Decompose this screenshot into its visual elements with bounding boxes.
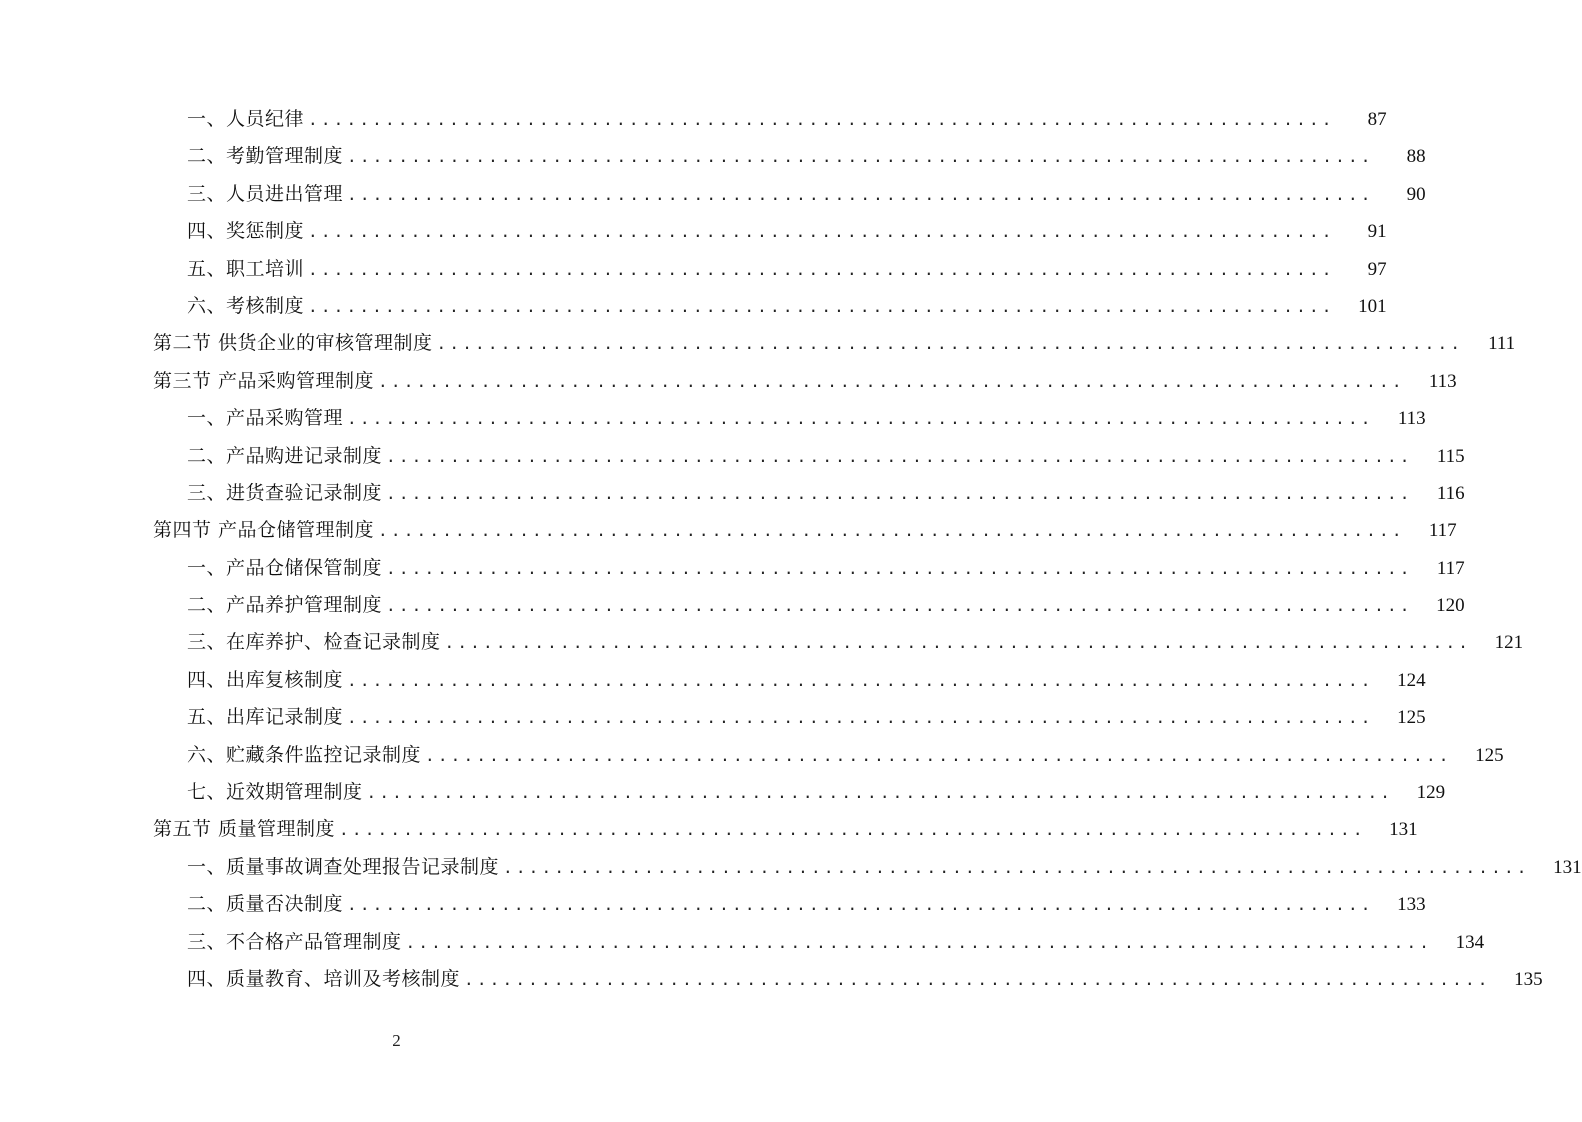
toc-entry[interactable]	[0, 624, 1524, 661]
toc-entry-title: 三、进货查验记录制度	[187, 481, 383, 504]
toc-entry[interactable]	[0, 475, 1465, 512]
toc-entry-page-number: 120	[1436, 595, 1465, 617]
toc-entry-page-number: 113	[1428, 370, 1457, 392]
toc-entry-page-number: 97	[1367, 258, 1387, 280]
toc-entry-page-number: 131	[1389, 819, 1418, 841]
toc-entry-page-number: 91	[1367, 221, 1387, 243]
toc-entry-title: 四、奖惩制度	[187, 220, 305, 243]
toc-entry-page-number: 117	[1436, 557, 1465, 579]
dot-leader: ................................................................................	[503, 857, 1530, 877]
toc-entry-page-number: 135	[1514, 968, 1543, 990]
toc-entry-page-number: 117	[1428, 520, 1457, 542]
dot-leader: ................................................................................	[347, 708, 1374, 728]
toc-entry-title: 六、考核制度	[187, 294, 305, 317]
toc-entry[interactable]	[0, 774, 1446, 811]
toc-entry[interactable]	[0, 699, 1426, 736]
dot-leader: ................................................................................	[308, 259, 1335, 279]
dot-leader: ................................................................................	[308, 110, 1335, 129]
dot-leader: ................................................................................	[405, 932, 1433, 952]
toc-entry-title: 第二节 供货企业的审核管理制度	[153, 332, 433, 355]
toc-entry-page-number: 113	[1397, 408, 1426, 430]
dot-leader: ................................................................................	[347, 147, 1374, 167]
toc-entry-page-number: 87	[1367, 109, 1387, 130]
toc-entry-page-number: 134	[1455, 931, 1485, 953]
toc-entry-title: 第三节 产品采购管理制度	[153, 369, 375, 392]
dot-leader: ................................................................................	[308, 296, 1335, 316]
toc-entry[interactable]	[0, 550, 1465, 587]
toc-entry[interactable]	[0, 662, 1426, 699]
toc-entry-page-number: 125	[1475, 744, 1504, 766]
toc-entry-title: 一、产品采购管理	[187, 407, 344, 430]
page-number: 2	[392, 1031, 401, 1050]
toc-entry-title: 一、质量事故调查处理报告记录制度	[187, 855, 500, 878]
dot-leader: ................................................................................	[347, 895, 1374, 915]
toc-entry[interactable]	[0, 737, 1504, 774]
toc-entry[interactable]	[0, 587, 1465, 624]
toc-entry-page-number: 111	[1488, 333, 1516, 355]
dot-leader: ................................................................................	[366, 783, 1394, 803]
toc-entry-page-number: 125	[1397, 707, 1426, 729]
toc-entry[interactable]	[0, 101, 1387, 138]
toc-entry-title: 四、质量教育、培训及考核制度	[187, 967, 461, 990]
toc-entry-title: 一、产品仓储保管制度	[187, 556, 383, 579]
toc-entry-page-number: 101	[1358, 295, 1387, 317]
toc-entry-title: 一、人员纪律	[187, 108, 305, 130]
toc-entry[interactable]	[0, 213, 1387, 250]
dot-leader: ................................................................................	[347, 409, 1374, 429]
toc-entry-title: 三、在库养护、检查记录制度	[187, 631, 441, 654]
toc-entry-title: 五、职工培训	[187, 257, 305, 280]
dot-leader: ................................................................................	[347, 184, 1374, 204]
toc-entry[interactable]	[0, 886, 1426, 923]
table-of-contents	[0, 101, 1582, 998]
dot-leader: ................................................................................	[378, 371, 1405, 391]
toc-entry-page-number: 129	[1416, 782, 1446, 804]
dot-leader: ................................................................................	[386, 483, 1413, 503]
toc-section-entry[interactable]	[0, 363, 1457, 400]
toc-entry[interactable]	[0, 400, 1426, 437]
toc-entry[interactable]	[0, 251, 1387, 288]
toc-entry-title: 二、产品购进记录制度	[187, 444, 383, 467]
dot-leader: ................................................................................	[386, 558, 1413, 578]
toc-entry-page-number: 124	[1397, 669, 1426, 691]
toc-entry-title: 三、不合格产品管理制度	[187, 930, 402, 953]
toc-entry-title: 三、人员进出管理	[187, 182, 344, 205]
toc-entry-title: 二、考勤管理制度	[187, 145, 344, 168]
toc-entry-title: 二、质量否决制度	[187, 893, 344, 916]
dot-leader: ................................................................................	[378, 521, 1405, 541]
dot-leader: ................................................................................	[425, 745, 1452, 765]
toc-entry-page-number: 115	[1436, 445, 1465, 467]
dot-leader: ................................................................................	[464, 969, 1491, 989]
toc-entry-page-number: 131	[1553, 856, 1582, 878]
toc-entry-title: 二、产品养护管理制度	[187, 594, 383, 617]
toc-entry-page-number: 90	[1406, 183, 1426, 205]
dot-leader: ................................................................................	[444, 633, 1472, 653]
toc-entry-title: 四、出库复核制度	[187, 668, 344, 691]
toc-section-entry[interactable]	[0, 811, 1418, 848]
toc-entry[interactable]	[0, 138, 1426, 175]
toc-entry-page-number: 116	[1436, 482, 1465, 504]
toc-section-entry[interactable]	[0, 325, 1516, 362]
dot-leader: ................................................................................	[347, 670, 1374, 690]
dot-leader: ................................................................................	[339, 820, 1366, 840]
toc-entry-title: 第四节 产品仓储管理制度	[153, 519, 375, 542]
toc-entry-title: 第五节 质量管理制度	[153, 818, 336, 841]
toc-entry[interactable]	[0, 849, 1582, 886]
toc-section-entry[interactable]	[0, 512, 1457, 549]
toc-entry[interactable]	[0, 961, 1543, 998]
toc-entry-title: 六、贮藏条件监控记录制度	[187, 743, 422, 766]
toc-entry[interactable]	[0, 924, 1485, 961]
dot-leader: ................................................................................	[386, 596, 1413, 616]
toc-entry-title: 七、近效期管理制度	[187, 781, 363, 804]
toc-entry-page-number: 88	[1406, 146, 1426, 168]
toc-entry-page-number: 121	[1494, 632, 1524, 654]
toc-entry-page-number: 133	[1397, 894, 1426, 916]
dot-leader: ................................................................................	[308, 222, 1335, 242]
toc-entry-title: 五、出库记录制度	[187, 706, 344, 729]
toc-entry[interactable]	[0, 176, 1426, 213]
toc-entry[interactable]	[0, 438, 1465, 475]
dot-leader: ................................................................................	[436, 334, 1464, 354]
toc-entry[interactable]	[0, 288, 1387, 325]
dot-leader: ................................................................................	[386, 446, 1413, 466]
